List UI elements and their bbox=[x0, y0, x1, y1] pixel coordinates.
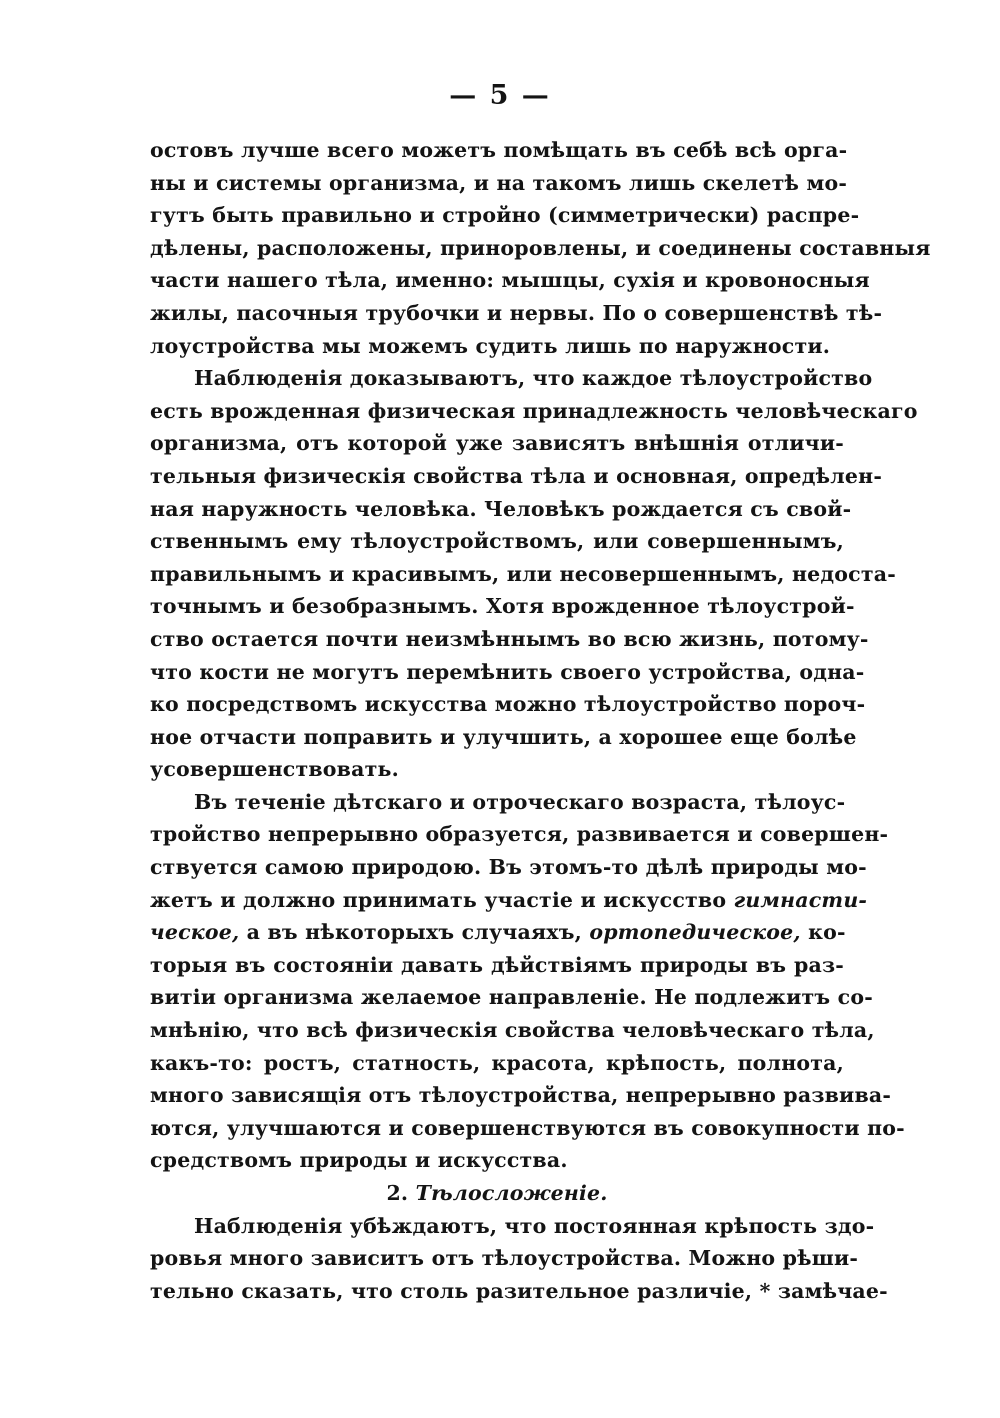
text-line: что кости не могутъ перемѣнить своего устройства, одна- bbox=[150, 659, 865, 684]
text-line: организма, отъ которой уже зависятъ внѣшнія отличи- bbox=[150, 431, 844, 456]
text-line: правильнымъ и красивымъ, или несовершеннымъ, недоста- bbox=[150, 561, 896, 586]
text-line: тельно сказать, что столь разительное различіе, * замѣчае- bbox=[150, 1278, 888, 1303]
text-line: ствуется самою природою. Въ этомъ-то дѣлѣ природы мо- bbox=[150, 855, 867, 880]
section-number: 2. bbox=[386, 1181, 409, 1205]
section-heading bbox=[150, 1177, 844, 1210]
paragraph-first-line: Наблюденія убѣждаютъ, что постоянная крѣпость здо- bbox=[194, 1213, 875, 1238]
text-line: ны и системы организма, и на такомъ лишь скелетѣ мо- bbox=[150, 170, 848, 195]
text-line: есть врожденная физическая принадлежность человѣческаго bbox=[150, 398, 918, 423]
text-line: какъ-то: ростъ, статность, красота, крѣпость, полнота, bbox=[150, 1050, 844, 1075]
text-line bbox=[150, 884, 868, 917]
text-line: ное отчасти поправить и улучшить, а хорошее еще болѣе bbox=[150, 724, 857, 749]
text-line: лоустройства мы можемъ судить лишь по наружности. bbox=[150, 333, 831, 358]
text-line: мнѣнію, что всѣ физическія свойства человѣческаго тѣла, bbox=[150, 1018, 875, 1043]
text-line: ются, улучшаются и совершенствуются въ совокупности по- bbox=[150, 1115, 905, 1140]
italic-term-orthopedic: ортопедическое, bbox=[589, 920, 801, 945]
text-line bbox=[150, 916, 844, 949]
paragraph-first-line: Въ теченіе дѣтскаго и отроческаго возраста, тѣлоус- bbox=[194, 789, 846, 814]
text-line: ство остается почти неизмѣннымъ во всю жизнь, потому- bbox=[150, 626, 869, 651]
text-line: точнымъ и безобразнымъ. Хотя врожденное тѣлоустрой- bbox=[150, 594, 855, 619]
text-line: ко посредствомъ искусства можно тѣлоустройство пороч- bbox=[150, 692, 866, 717]
text-line: тройство непрерывно образуется, развивается и совершен- bbox=[150, 822, 889, 847]
text-line: ная наружность человѣка. Человѣкъ рождается съ свой- bbox=[150, 496, 852, 521]
text-line: гутъ быть правильно и стройно (симметрически) распре- bbox=[150, 203, 860, 228]
text-line: ровья много зависитъ отъ тѣлоустройства. Можно рѣши- bbox=[150, 1246, 859, 1271]
text-run: жетъ и должно принимать участіе и искусство bbox=[150, 887, 734, 912]
paragraph-first-line: Наблюденія доказываютъ, что каждое тѣлоустройство bbox=[194, 366, 873, 391]
text-line: жилы, пасочныя трубочки и нервы. По о совершенствѣ тѣ- bbox=[150, 300, 883, 325]
body-text bbox=[150, 134, 931, 1307]
section-title: Тѣлосложеніе. bbox=[415, 1181, 608, 1205]
text-line: тельныя физическія свойства тѣла и основная, опредѣлен- bbox=[150, 463, 883, 488]
italic-term-gymnastic-end: ческое, bbox=[150, 920, 240, 945]
text-line: усовершенствовать. bbox=[150, 757, 399, 782]
text-line: части нашего тѣла, именно: мышцы, сухія и кровоносныя bbox=[150, 268, 870, 293]
text-line: торыя въ состояніи давать дѣйствіямъ природы въ раз- bbox=[150, 952, 844, 977]
text-line: витіи организма желаемое направленіе. Не подлежитъ со- bbox=[150, 985, 873, 1010]
text-run: а въ нѣкоторыхъ случаяхъ, bbox=[239, 920, 590, 945]
text-run: ко- bbox=[800, 920, 846, 945]
text-line: дѣлены, расположены, приноровлены, и соединены составныя bbox=[150, 235, 931, 260]
italic-term-gymnastic: гимнасти- bbox=[733, 887, 868, 912]
text-line: ственнымъ ему тѣлоустройствомъ, или совершеннымъ, bbox=[150, 529, 844, 554]
text-line: средствомъ природы и искусства. bbox=[150, 1148, 568, 1173]
text-line: остовъ лучше всего можетъ помѣщать въ себѣ всѣ орга- bbox=[150, 138, 848, 162]
page-number: — 5 — bbox=[449, 80, 551, 111]
text-line: много зависящія отъ тѣлоустройства, непрерывно развива- bbox=[150, 1083, 892, 1108]
